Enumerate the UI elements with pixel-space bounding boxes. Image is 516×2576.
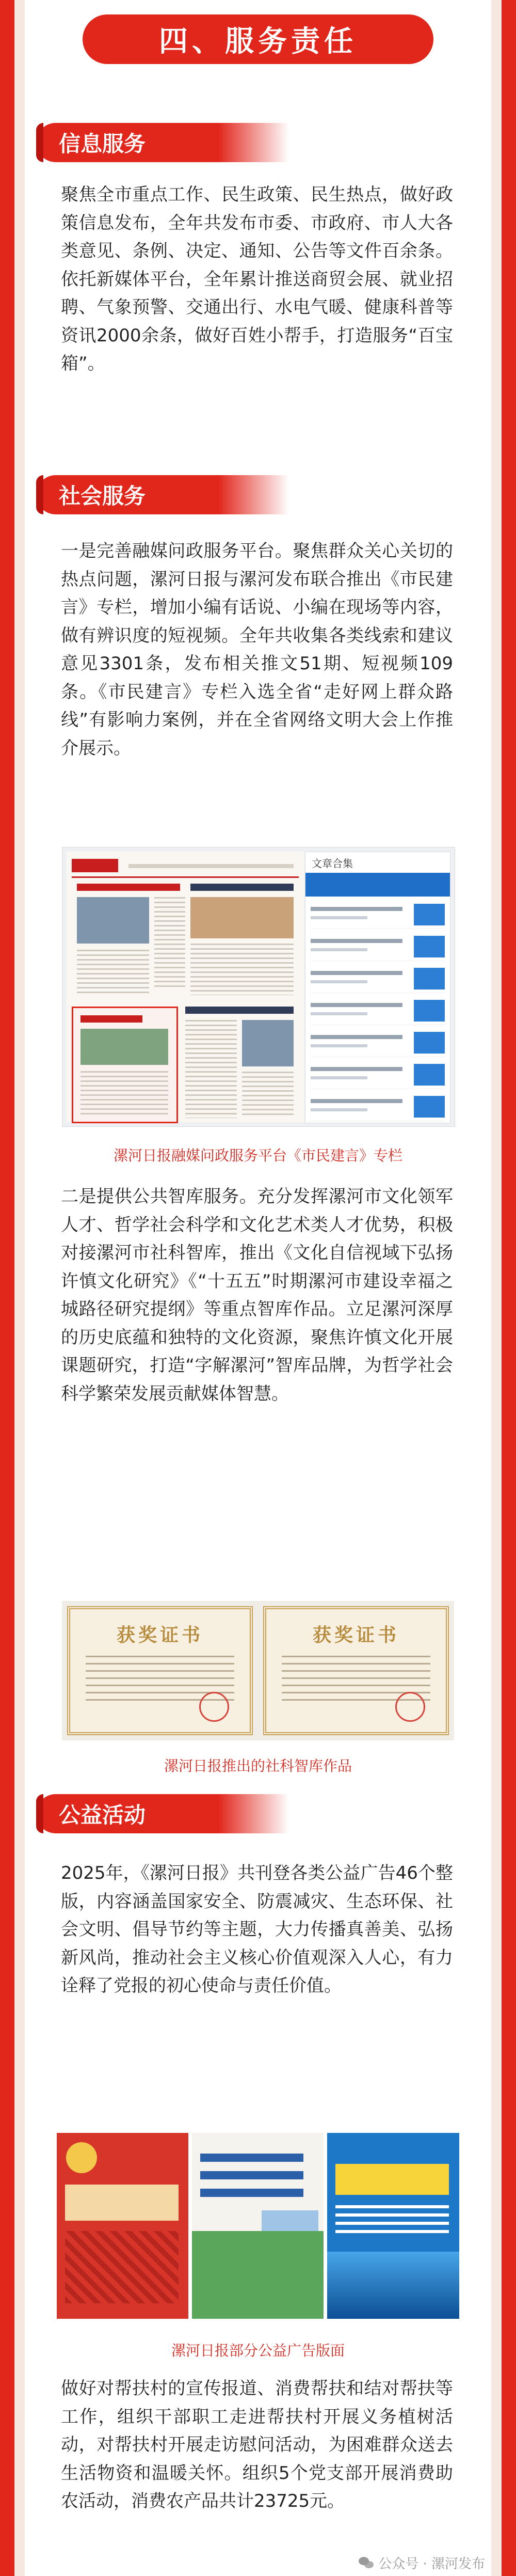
public-welfare-paragraph-1: 2025年，《漯河日报》共刊登各类公益广告46个整版，内容涵盖国家安全、防震减灾、生态环保、社会文明、倡导节约等主题，大力传播真善美、弘扬新风尚，推动社会主义核心价值观深入人心，有力诠释了党报的初心使命与责任价值。 (61, 1863, 453, 1996)
list-item (311, 902, 445, 929)
think-tank-certificates-image (62, 1601, 454, 1740)
seal-icon (395, 1692, 425, 1722)
phone-title: 文章合集 (312, 857, 353, 870)
social-service-paragraph-1: 一是完善融媒问政服务平台。聚焦群众关心关切的热点问题，漯河日报与漯河发布联合推出《市民建言》专栏，增加小编有话说、小编在现场等内容，做有辨识度的短视频。全年共收集各类线索和建议意见3301条，发布相关推文51期、短视频109条。《市民建言》专栏入选全省“走好网上群众路线”有影响力案例，并在全省网络文明大会上作推介展示。 (61, 541, 453, 759)
list-item (311, 1062, 445, 1089)
citizen-suggestion-column-image (62, 847, 455, 1127)
phone-article-list (305, 852, 450, 1123)
award-certificate: 获奖证书 (67, 1606, 253, 1735)
caption-think-tank: 漯河日报推出的社科智库作品 (164, 1757, 352, 1774)
award-certificate: 获奖证书 (263, 1606, 449, 1735)
list-item (311, 1030, 445, 1057)
section-heading-info-service: 信息服务 (36, 123, 289, 162)
left-red-border (0, 0, 14, 2576)
info-service-paragraph: 聚焦全市重点工作、民生政策、民生热点，做好政策信息发布，全年共发布市委、市政府、市人大各类意见、条例、决定、通知、公告等文件百余条。依托新媒体平台，全年累计推送商贸会展、就业招聘、气象预警、交通出行、水电气暖、健康科普等资讯2000余条，做好百姓小帮手，打造服务“百宝箱”。 (61, 184, 453, 374)
watermark-text: 公众号 · 漯河发布 (378, 2556, 485, 2572)
list-item (311, 934, 445, 961)
highlighted-column (72, 1007, 178, 1123)
list-item (311, 1094, 445, 1121)
account-watermark (359, 2553, 485, 2572)
list-item (311, 966, 445, 993)
right-red-border (502, 0, 516, 2576)
list-item (311, 998, 445, 1025)
chapter-banner: 四、服务责任 (83, 14, 433, 64)
seal-icon (199, 1692, 229, 1722)
poster-civilization (192, 2133, 324, 2319)
wechat-icon (359, 2557, 374, 2569)
emblem-icon (66, 2142, 97, 2173)
social-service-paragraph-2: 二是提供公共智库服务。充分发挥漯河市文化领军人才、哲学社会科学和文化艺术类人才优势，积极对接漯河市社科智库，推出《文化自信视域下弘扬许慎文化研究》《“十五五”时期漯河市建设幸福之城路径研究提纲》等重点智库作品。立足漯河深厚的历史底蕴和独特的文化资源，聚焦许慎文化开展课题研究，打造“字解漯河”智库品牌，为哲学社会科学繁荣发展贡献媒体智慧。 (61, 1186, 453, 1404)
poster-national-security (57, 2133, 188, 2319)
section-heading-public-welfare: 公益活动 (36, 1794, 289, 1833)
public-welfare-ads-image (57, 2133, 459, 2319)
caption-public-welfare-ads: 漯河日报部分公益广告版面 (171, 2342, 345, 2359)
section-heading-social-service: 社会服务 (36, 475, 289, 514)
newspaper-pages (67, 852, 304, 1122)
caption-citizen-suggestion: 漯河日报融媒问政服务平台《市民建言》专栏 (113, 1147, 402, 1164)
poster-city-construction (327, 2133, 459, 2319)
public-welfare-paragraph-2: 做好对帮扶村的宣传报道、消费帮扶和结对帮扶等工作，组织干部职工走进帮扶村开展义务植树活动，对帮扶村开展走访慰问活动，为困难群众送去生活物资和温暖关怀。组织5个党支部开展消费助农活动，消费农产品共计23725元。 (61, 2378, 453, 2511)
